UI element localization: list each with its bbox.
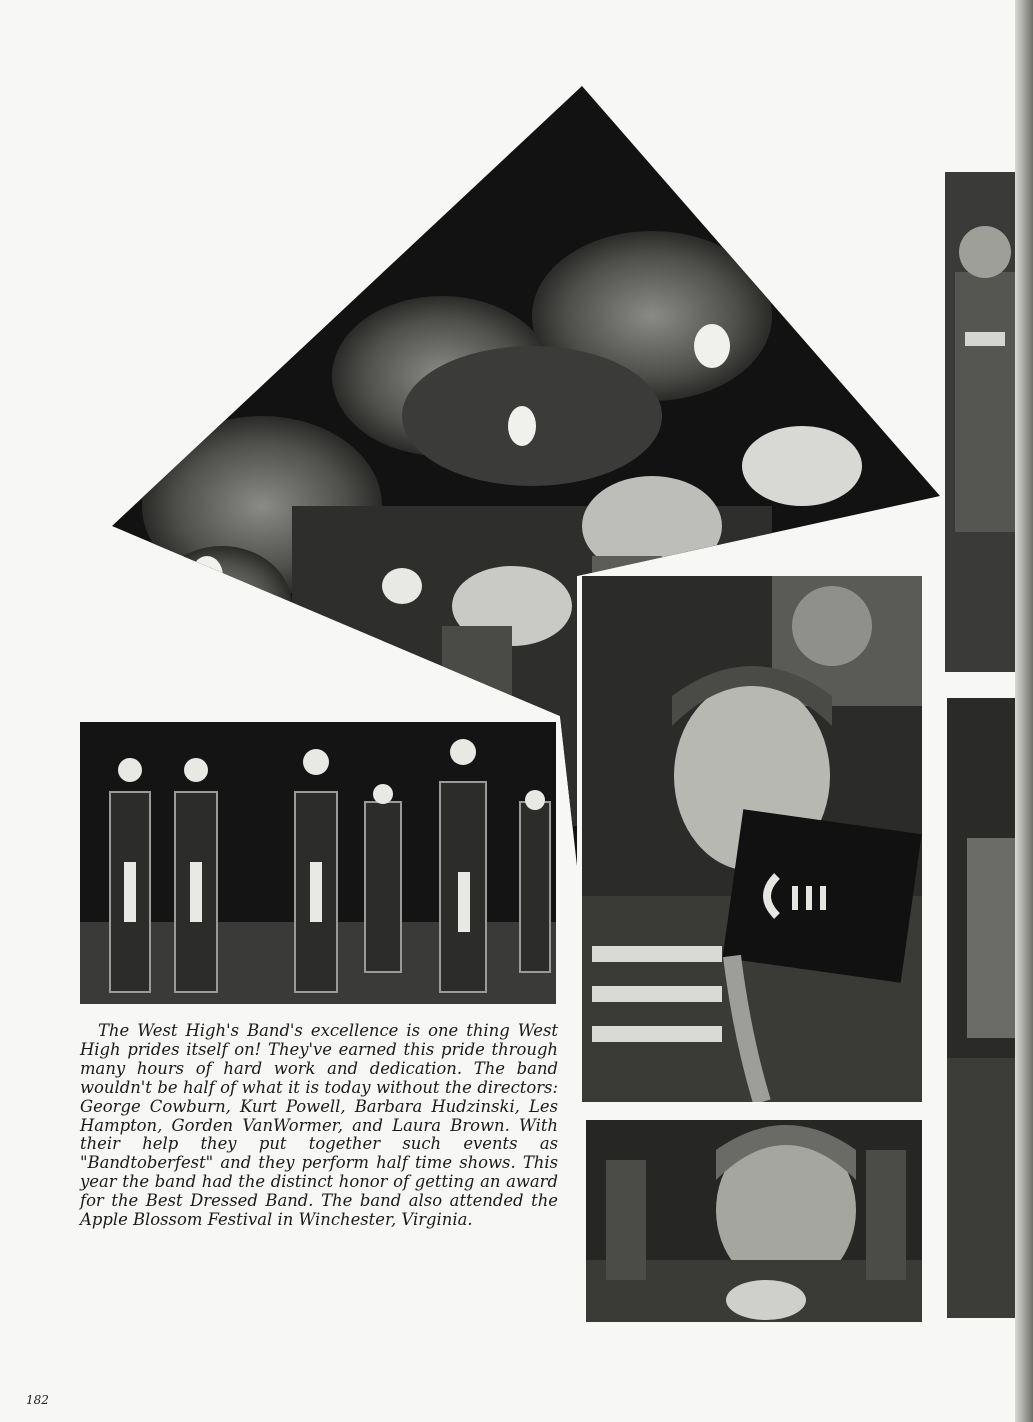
- photo-trumpet-player: [586, 1120, 922, 1322]
- photo-marching-band: [80, 722, 556, 1004]
- photo-saxophone-player: [582, 576, 922, 1102]
- page-binding-shadow: [1015, 0, 1033, 1422]
- photo-right-edge-top: [945, 172, 1015, 672]
- photo-right-edge-bottom: [947, 698, 1015, 1318]
- caption-text: The West High's Band's excellence is one thing West High prides itself on! They've earned this pride through many hours of hard work and dedication. The band wouldn't be half of what it is today without the directors: George Cowburn, Kurt Powell, Barbara Hudzinski, Les Hampton, Gorden VanWormer, and Laura Brown. With their help they put together such events as "Bandtoberfest" and they perform half time shows. This year the band had the distinct honor of getting an award for the Best Dressed Band. The band also attended the Apple Blossom Festival in Winchester, Virginia.: [80, 1021, 558, 1230]
- page-number: 182: [26, 1393, 49, 1407]
